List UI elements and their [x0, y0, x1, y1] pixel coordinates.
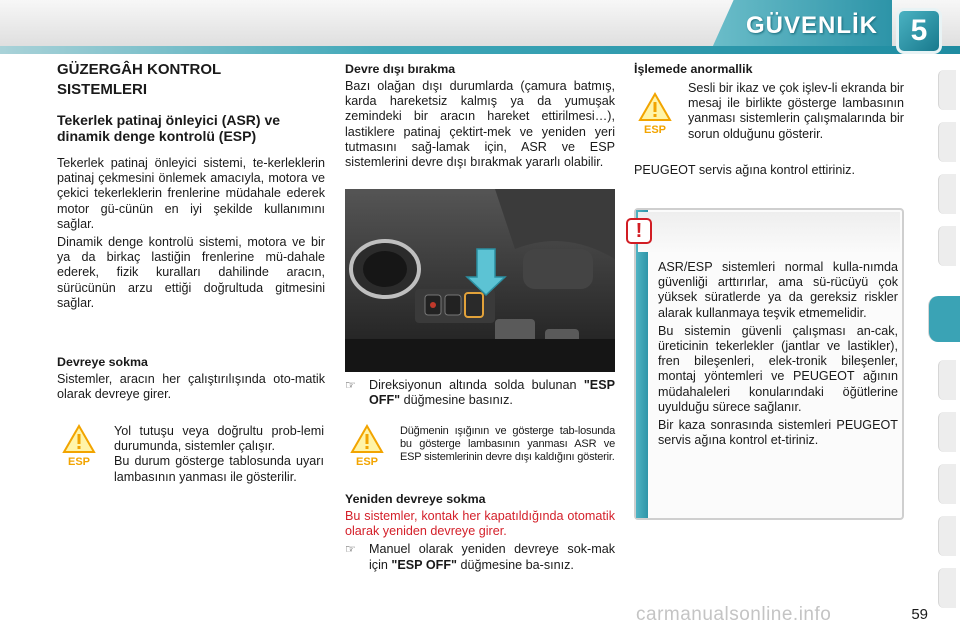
- bullet-press-esp-off: [345, 378, 615, 408]
- paragraph: Dinamik denge kontrolü sistemi, motora ve bir ya da birkaç lastiğin frenlerine mü-dahale ederek, fizik kuralları dahilinde aracın, sürücünün arzu ettiği doğrultuda gitmesini sağlar.: [57, 235, 325, 310]
- esp-warning-icon: [62, 424, 96, 466]
- section-title: GÜZERGÂH KONTROL SISTEMLERI: [57, 61, 222, 98]
- pointing-hand-icon: ☞: [345, 542, 356, 557]
- reactivate-red-text: Bu sistemler, kontak her kapatıldığında otomatik olarak yeniden devreye girer.: [345, 509, 615, 539]
- chapter-tab[interactable]: [938, 174, 956, 214]
- chapter-tab[interactable]: [938, 226, 956, 266]
- esp-off-button-photo: [345, 189, 615, 372]
- deactivate-heading: Devre dışı bırakma: [345, 62, 456, 76]
- page-header: [0, 0, 960, 60]
- svg-text:ESP: ESP: [643, 124, 667, 134]
- important-note-box: [634, 208, 904, 520]
- chapter-number-badge: 5: [896, 8, 942, 54]
- chapter-tab[interactable]: [938, 70, 956, 110]
- exclamation-alert-icon: !: [626, 218, 652, 244]
- service-text: PEUGEOT servis ağına kontrol ettiriniz.: [634, 163, 855, 177]
- svg-text:ESP: ESP: [67, 456, 91, 466]
- bullet-text: Direksiyonun altında solda bulunan "ESP OFF" düğmesine basınız.: [369, 378, 615, 408]
- header-stripe: [0, 46, 960, 54]
- chapter-tab[interactable]: [938, 122, 956, 162]
- paragraph: Sistemler, aracın her çalıştırılışında oto-matik olarak devreye girer.: [57, 372, 325, 402]
- note-accent-strip: [636, 210, 648, 518]
- page-number: 59: [911, 606, 928, 623]
- paragraph: Tekerlek patinaj önleyici sistemi, te-kerleklerin patinaj çekmesini önlemek amacıyla, motora ve çekici tekerleklerin frenlerine müdahale ederek motor gü-cünün en iyi şekilde kullanımını sağlar.: [57, 156, 325, 231]
- chapter-side-tabs: [932, 70, 960, 630]
- warning-note: [114, 424, 324, 485]
- malfunction-text: Sesli bir ikaz ve çok işlev-li ekranda bir mesaj ile birlikte gösterge lambasının yanması sistemlerin çalışmalarında bir sorun olduğunu gösterir.: [688, 81, 904, 141]
- watermark: carmanualsonline.info: [636, 604, 832, 625]
- chapter-tab-active[interactable]: [928, 296, 960, 342]
- esp-warning-icon: [638, 92, 672, 134]
- right-column: [634, 62, 904, 79]
- svg-text:ESP: ESP: [355, 456, 379, 466]
- warning-text: Bu durum gösterge tablosunda uyarı lambasının yanması ile gösterilir.: [114, 454, 324, 484]
- warning-text: Yol tutuşu veya doğrultu prob-lemi durumunda, sistemler çalışır.: [114, 424, 324, 454]
- note-paragraph: Bu sistemin güvenli çalışması an-cak, üreticinin tekerlekler (jantlar ve lastikler), fren bileşenleri, elek-tronik bileşenler, montaj yöntemleri ve PEUGEOT ağının müdahaleleri konularındaki öğütlerine uyulduğu sürece sağlanır.: [658, 323, 898, 414]
- chapter-tab[interactable]: [938, 412, 956, 452]
- section-subtitle: Tekerlek patinaj önleyici (ASR) ve dinamik denge kontrolü (ESP): [57, 112, 281, 144]
- note-paragraph: ASR/ESP sistemleri normal kulla-nımda güvenliği arttırırlar, ama sü-rücüyü çok yüksek süratlerde ya da gereksiz riskler alarak kullanmaya teşvik etmemelidir.: [658, 260, 898, 320]
- bullet-text: Manuel olarak yeniden devreye sok-mak için "ESP OFF" düğmesine ba-sınız.: [369, 542, 615, 572]
- reactivate-heading: Yeniden devreye sokma: [345, 492, 486, 506]
- paragraph: Bazı olağan dışı durumlarda (çamura batmış, karda hareketsiz kalmış ya da yumuşak zemindeki bir aracın hareket ettirilmesi…), lastiklere patinaj çektirt-mek ve yeniden yeri tutmasını sağ-lamak için, ASR ve ESP sistemlerini devre dışı bırakmak yararlı olabilir.: [345, 79, 615, 170]
- chapter-title: GÜVENLİK: [745, 12, 878, 39]
- esp-warning-icon: [350, 424, 384, 466]
- chapter-tab[interactable]: [938, 360, 956, 400]
- left-column: [57, 60, 325, 314]
- note-content: [658, 260, 898, 448]
- chapter-tab[interactable]: [938, 464, 956, 504]
- activation-section: [57, 355, 325, 405]
- chapter-tab[interactable]: [938, 516, 956, 556]
- pointing-hand-icon: ☞: [345, 378, 356, 392]
- note-header-band: [638, 212, 900, 252]
- reactivate-section: [345, 492, 615, 573]
- middle-column: [345, 62, 615, 173]
- warning-note: Düğmenin ışığının ve gösterge tab-losunda bu gösterge lambasının yanması ASR ve ESP sistemlerinin devre dışı kaldığını gösterir.: [400, 425, 615, 463]
- chapter-tab[interactable]: [938, 568, 956, 608]
- malfunction-heading: İşlemede anormallik: [634, 62, 753, 76]
- note-paragraph: Bir kaza sonrasında sistemleri PEUGEOT servis ağına kontrol et-tiriniz.: [658, 418, 898, 448]
- activation-heading: Devreye sokma: [57, 355, 148, 369]
